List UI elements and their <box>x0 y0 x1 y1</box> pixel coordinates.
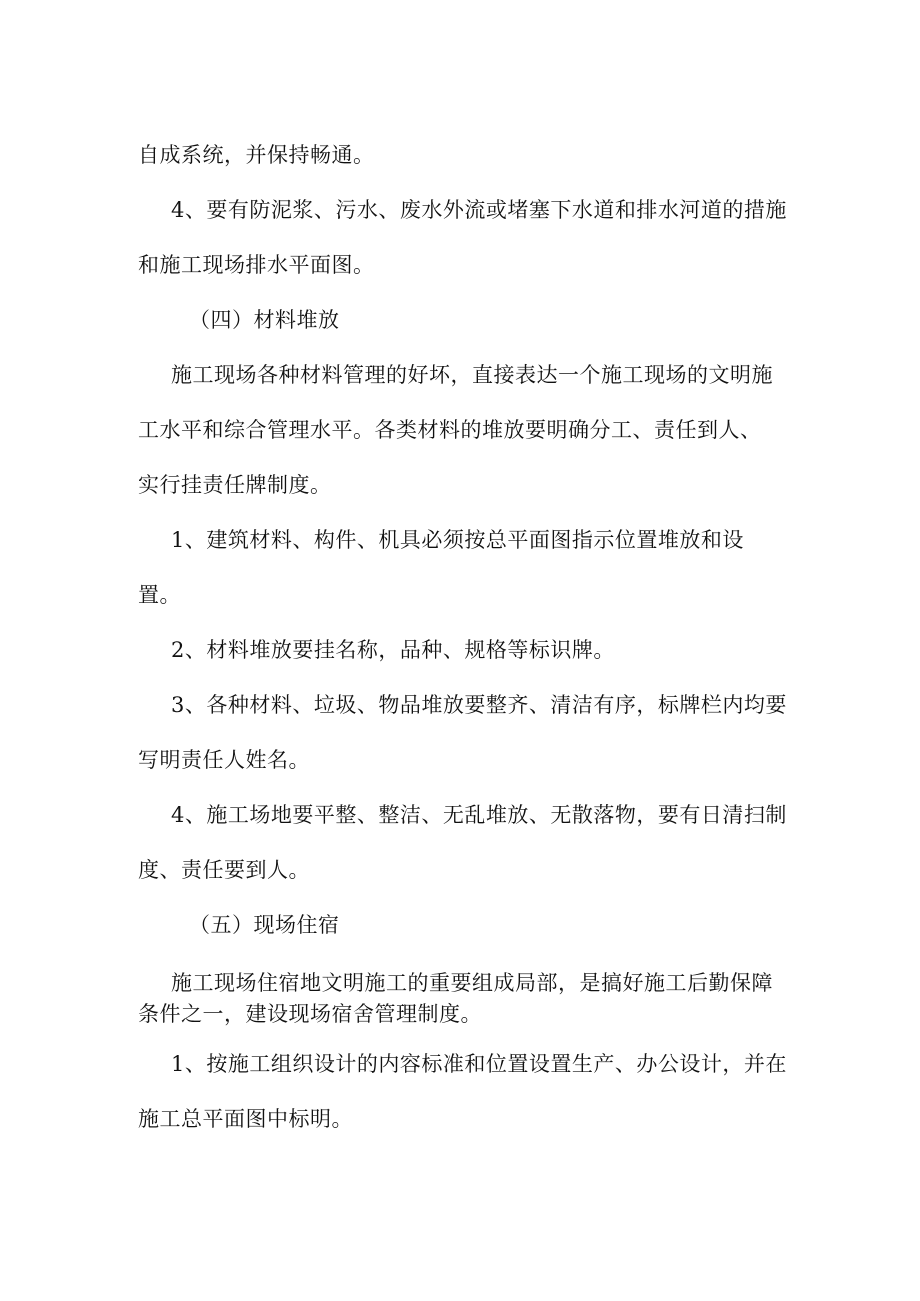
paragraph-line-item-4-drainage: 4、要有防泥浆、污水、废水外流或堵塞下水道和排水河道的措施 <box>171 198 787 222</box>
paragraph-line-item-1-materials-cont: 置。 <box>138 583 181 607</box>
paragraph-line-accommodation-intro: 施工现场住宿地文明施工的重要组成局部，是搞好施工后勤保障 <box>171 971 773 995</box>
paragraph-line-accommodation-intro-cont: 条件之一，建设现场宿舍管理制度。 <box>138 1002 482 1026</box>
paragraph-line-item-1-materials: 1、建筑材料、构件、机具必须按总平面图指示位置堆放和设 <box>171 528 744 552</box>
paragraph-line-item-4-site-cont: 度、责任要到人。 <box>138 858 310 882</box>
paragraph-line-materials-intro-cont1: 工水平和综合管理水平。各类材料的堆放要明确分工、责任到人、 <box>138 418 762 442</box>
paragraph-line-item-4-drainage-cont: 和施工现场排水平面图。 <box>138 253 375 277</box>
paragraph-line-item-3-materials-cont: 写明责任人姓名。 <box>138 748 310 772</box>
paragraph-line-materials-intro-cont2: 实行挂责任牌制度。 <box>138 473 332 497</box>
paragraph-line-materials-intro: 施工现场各种材料管理的好坏，直接表达一个施工现场的文明施 <box>171 363 773 387</box>
paragraph-line-item-1-accommodation: 1、按施工组织设计的内容标准和位置设置生产、办公设计，并在 <box>171 1052 787 1076</box>
paragraph-line-item-1-accommodation-cont: 施工总平面图中标明。 <box>138 1107 353 1131</box>
paragraph-line-item-2-materials: 2、材料堆放要挂名称，品种、规格等标识牌。 <box>171 638 615 662</box>
paragraph-line-item-4-site: 4、施工场地要平整、整洁、无乱堆放、无散落物，要有日清扫制 <box>171 803 787 827</box>
paragraph-line-item-3-materials: 3、各种材料、垃圾、物品堆放要整齐、清洁有序，标牌栏内均要 <box>171 693 787 717</box>
paragraph-line-continuation: 自成系统，并保持畅通。 <box>138 143 375 167</box>
section-heading-accommodation: （五）现场住宿 <box>189 913 340 937</box>
section-heading-materials: （四）材料堆放 <box>189 308 340 332</box>
